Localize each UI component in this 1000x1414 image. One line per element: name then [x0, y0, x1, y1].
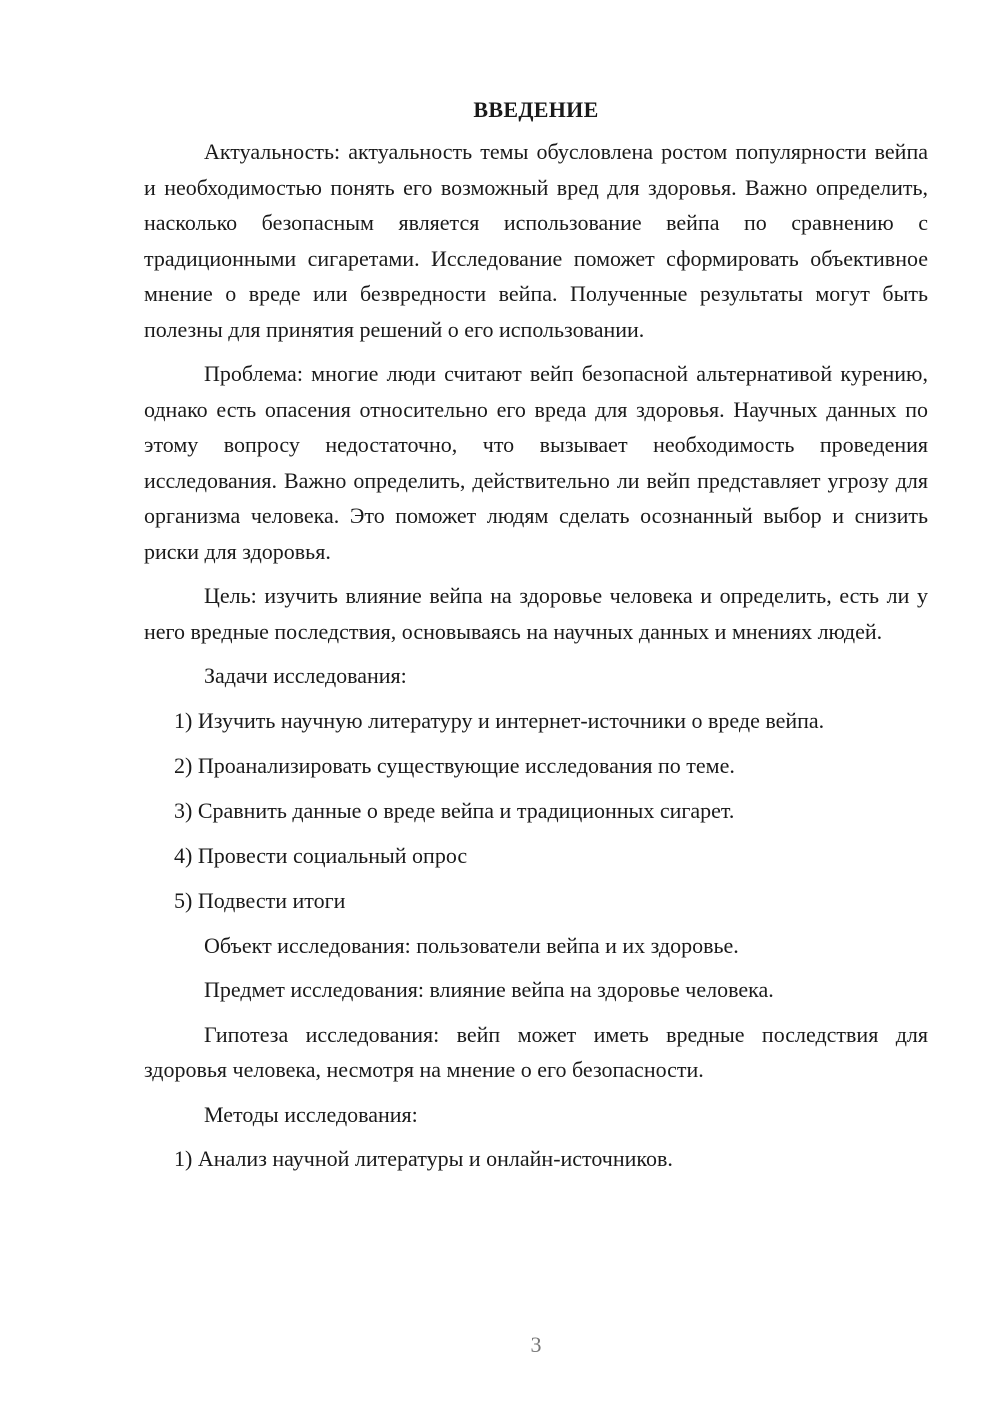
paragraph-goal: Цель: изучить влияние вейпа на здоровье человека и определить, есть ли у него вредные последствия, основываясь на научных данных и мнениях людей. [144, 583, 928, 644]
page-content [144, 92, 928, 1186]
page-number: 3 [530, 1332, 542, 1357]
paragraph-hypothesis: Гипотеза исследования: вейп может иметь вредные последствия для здоровья человека, несмотря на мнение о его безопасности. [144, 1021, 928, 1082]
tasks-title: Задачи исследования: [204, 663, 407, 688]
tasks-list [144, 703, 928, 919]
methods-title: Методы исследования: [204, 1101, 418, 1127]
paragraph-relevance: Актуальность: актуальность темы обусловлена ростом популярности вейпа и необходимостью понять его возможный вред для здоровья. Важно определить, насколько безопасным является использование вейпа по сравнению с традиционными сигаретами. Исследование поможет сформировать объективное мнение о вреде или безвредности вейпа. Полученные результаты могут быть полезны для принятия решений о его использовании. [144, 139, 928, 342]
list-item: 3) Сравнить данные о вреде вейпа и традиционных сигарет. [174, 797, 735, 823]
paragraph-problem: Проблема: многие люди считают вейп безопасной альтернативой курению, однако есть опасения относительно его вреда для здоровья. Научных данных по этому вопросу недостаточно, что вызывает необходимость проведения исследования. Важно определить, действительно ли вейп представляет угрозу для организма человека. Это поможет людям сделать осознанный выбор и снизить риски для здоровья. [144, 361, 928, 564]
list-item: 1) Анализ научной литературы и онлайн-источников. [174, 1146, 673, 1171]
list-item: 1) Изучить научную литературу и интернет-источники о вреде вейпа. [174, 707, 825, 733]
section-heading: ВВЕДЕНИЕ [473, 97, 599, 122]
list-item: 5) Подвести итоги [174, 887, 346, 913]
paragraph-object: Объект исследования: пользователи вейпа и их здоровье. [204, 932, 739, 958]
methods-list [144, 1141, 928, 1177]
list-item: 2) Проанализировать существующие исследования по теме. [174, 752, 735, 778]
list-item: 4) Провести социальный опрос [174, 842, 468, 868]
paragraph-subject: Предмет исследования: влияние вейпа на здоровье человека. [204, 977, 774, 1002]
